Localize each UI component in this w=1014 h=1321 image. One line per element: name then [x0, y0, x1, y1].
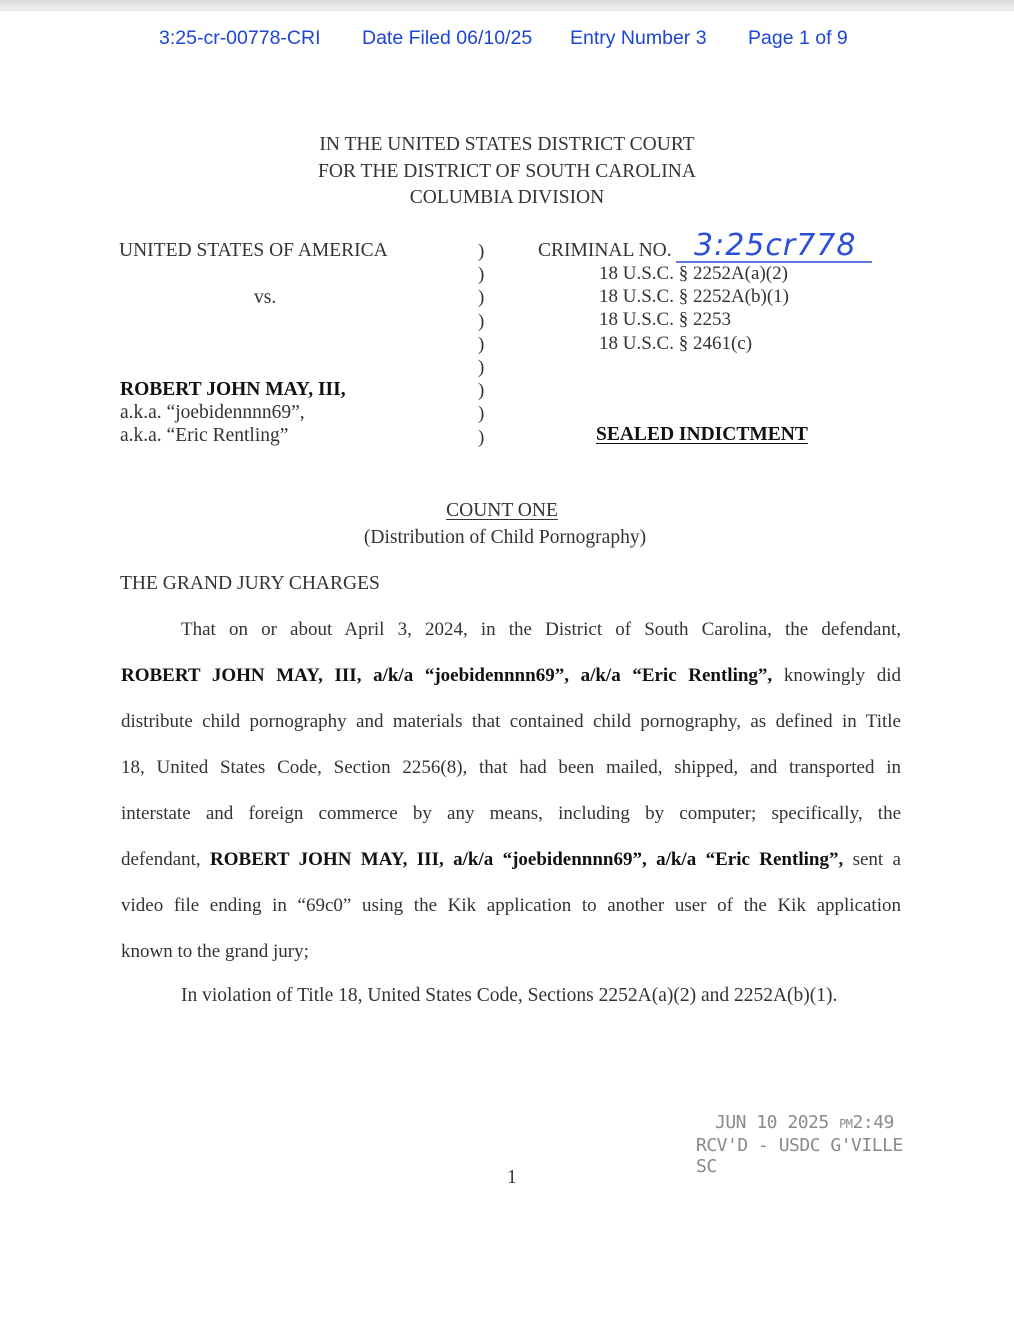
statute-list [599, 262, 789, 355]
caption-parentheses [478, 240, 484, 449]
paren: ) [478, 287, 485, 309]
entry-number-link[interactable]: Entry Number 3 [570, 27, 707, 49]
defendant-alias-1: a.k.a. “joebidennnn69”, [120, 402, 305, 423]
received-stamp [696, 1112, 926, 1177]
statute-1: 18 U.S.C. § 2252A(a)(2) [599, 263, 788, 284]
handwritten-number-text: 3:25cr778 [694, 228, 857, 263]
page-indicator-link[interactable]: Page 1 of 9 [748, 27, 848, 49]
paragraph-line: video file ending in “69c0” using the Kik application to another user of the Kik application [121, 895, 901, 916]
case-number-link[interactable]: 3:25-cr-00778-CRI [159, 27, 321, 49]
plaintiff-name: UNITED STATES OF AMERICA [119, 240, 388, 261]
statute-2: 18 U.S.C. § 2252A(b)(1) [599, 286, 789, 308]
count-title: COUNT ONE [446, 500, 558, 521]
paren: ) [478, 241, 485, 262]
paragraph-line [121, 847, 901, 893]
criminal-number-label: CRIMINAL NO. [538, 240, 672, 261]
paragraph-line: known to the grand jury; [121, 941, 309, 962]
viewer-top-bar [0, 0, 1014, 11]
stamp-received: RCV'D - USDC G'VILLE SC [696, 1135, 903, 1177]
defendant-bold-name: ROBERT JOHN MAY, III, a/k/a “joebidennnn69”, a/k/a “Eric Rentling”, [210, 849, 844, 870]
paragraph-text: knowingly did [783, 665, 901, 686]
paragraph-line [121, 663, 901, 709]
stamp-time: 2:49 [852, 1112, 894, 1133]
paragraph-line: 18, United States Code, Section 2256(8), that had been mailed, shipped, and transported in [121, 757, 901, 778]
statute-4: 18 U.S.C. § 2461(c) [599, 332, 753, 354]
defendant-name: ROBERT JOHN MAY, III, [120, 379, 346, 400]
paren: ) [478, 333, 485, 355]
page-number: 1 [507, 1167, 517, 1188]
charge-paragraph [121, 617, 901, 985]
count-subtitle: (Distribution of Child Pornography) [363, 527, 647, 548]
date-filed-link[interactable]: Date Filed 06/10/25 [362, 27, 533, 49]
paragraph-line: interstate and foreign commerce by any means, including by computer; specifically, the [121, 803, 901, 824]
paren: ) [478, 380, 485, 402]
paren: ) [478, 403, 485, 425]
paragraph-text: defendant, [121, 849, 201, 870]
court-line-1: IN THE UNITED STATES DISTRICT COURT [319, 134, 695, 155]
violation-statement: In violation of Title 18, United States Code, Sections 2252A(a)(2) and 2252A(b)(1). [181, 985, 838, 1006]
paragraph-text: sent a [852, 849, 901, 870]
paragraph-line: distribute child pornography and materials that contained child pornography, as defined in Title [121, 711, 901, 732]
filing-header [0, 27, 1014, 53]
court-line-3: COLUMBIA DIVISION [409, 187, 605, 208]
paragraph-line: That on or about April 3, 2024, in the District of South Carolina, the defendant, [181, 619, 901, 640]
defendant-bold-name: ROBERT JOHN MAY, III, a/k/a “joebidennnn69”, a/k/a “Eric Rentling”, [121, 665, 773, 686]
paren: ) [478, 310, 485, 332]
court-heading [0, 132, 1014, 212]
handwritten-criminal-number [676, 226, 872, 266]
document-type-title: SEALED INDICTMENT [596, 424, 808, 445]
paren: ) [478, 426, 485, 448]
court-line-2: FOR THE DISTRICT OF SOUTH CAROLINA [318, 160, 696, 182]
paren: ) [478, 264, 485, 286]
defendant-alias-2: a.k.a. “Eric Rentling” [120, 425, 289, 446]
stamp-pm: PM [839, 1117, 853, 1131]
stamp-date: JUN 10 2025 [715, 1112, 829, 1133]
stamp-date-line [696, 1112, 926, 1135]
statute-3: 18 U.S.C. § 2253 [599, 309, 731, 331]
grand-jury-charges: THE GRAND JURY CHARGES [120, 573, 380, 594]
paren: ) [478, 356, 485, 378]
versus-label: vs. [254, 287, 277, 308]
